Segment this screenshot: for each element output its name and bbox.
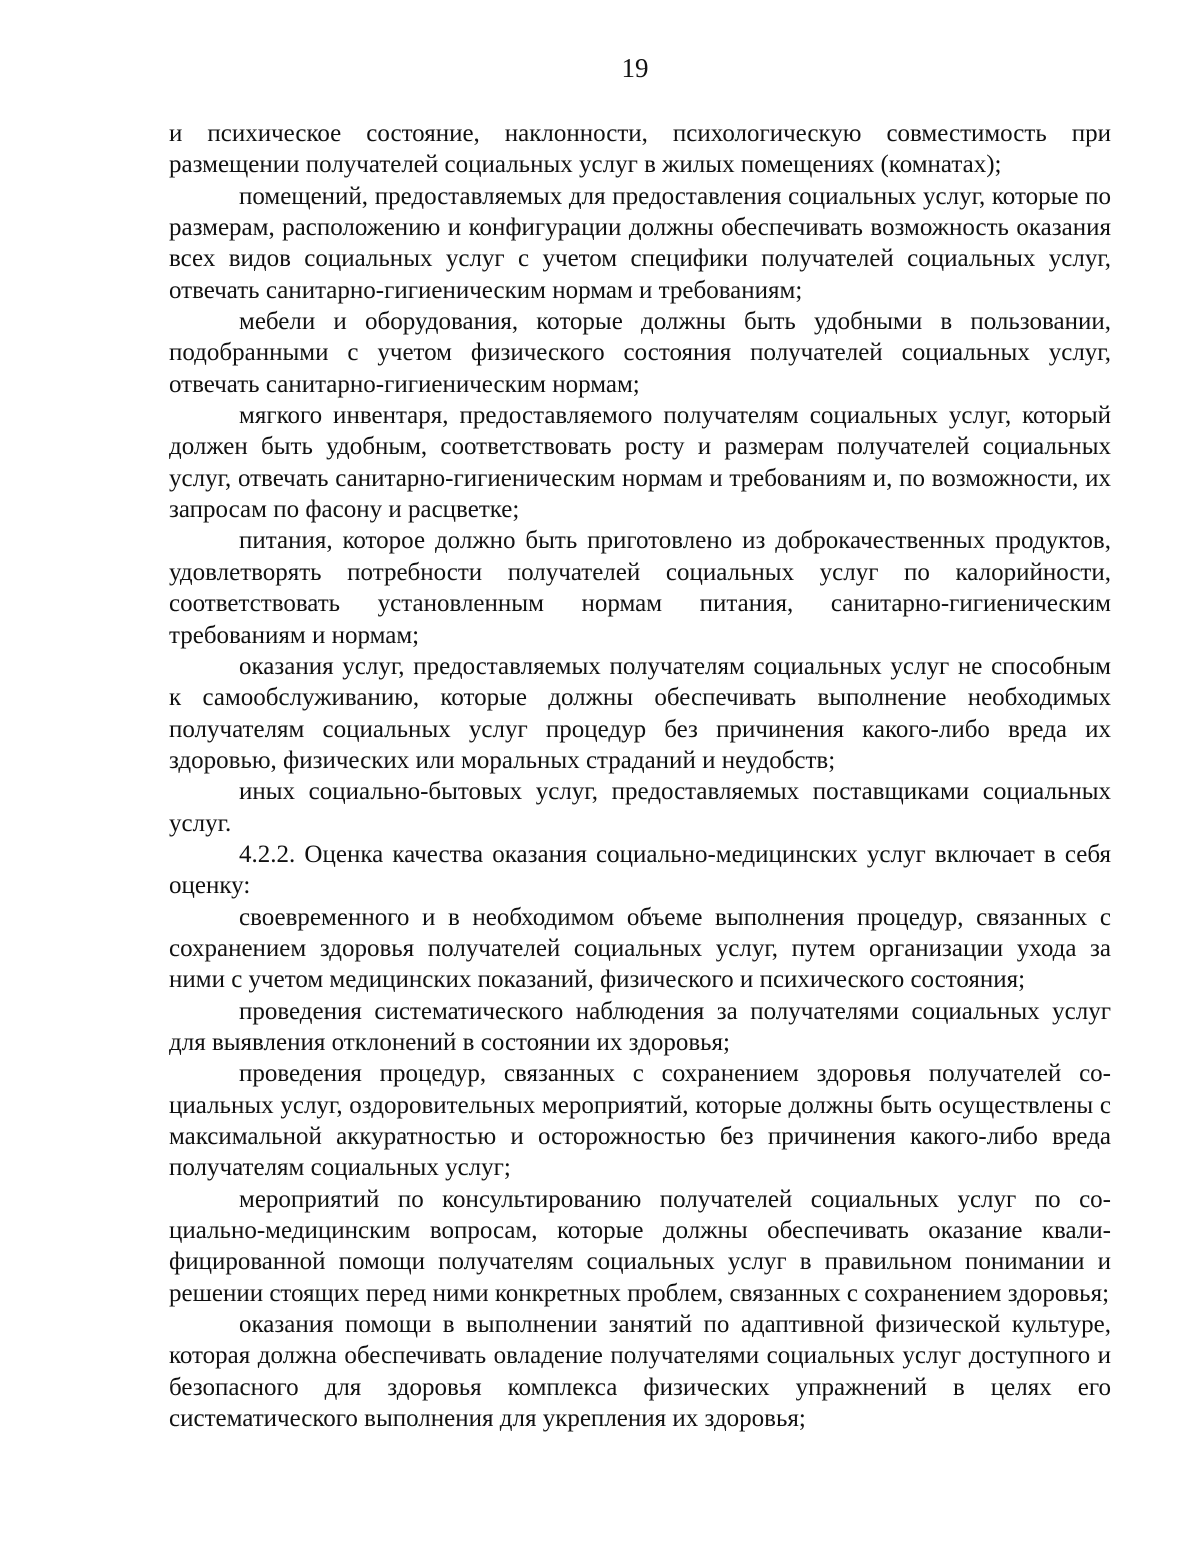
paragraph: проведения процедур, связанных с сохранением здоровья получателей социальных услуг, оздоровительных мероприятий, которые должны быть осуществлены с максимальной аккуратностью и осторожностью без причинения какого-либо вреда получателям социальных услуг; [169, 1060, 1111, 1182]
paragraph: питания, которое должно быть приготовлено из доброкачественных продуктов, удовлетворять потребности получателей социальных услуг по калорийности, соответствовать установленным нормам питания, санитарно-гигиеническим требованиям и нормам; [169, 527, 1111, 649]
paragraph: мебели и оборудования, которые должны быть удобными в пользовании, подобранными с учетом физического состояния получателей социальных услуг, отвечать санитарно-гигиеническим нормам; [169, 308, 1111, 398]
paragraph: помещений, предоставляемых для предоставления социальных услуг, которые по размерам, расположению и конфигурации должны обеспечивать возможность оказания всех видов социальных услуг с учетом специфики получателей социальных услуг, отвечать санитарно-гигиеническим нормам и требованиям; [169, 182, 1111, 304]
page-number: 19 [621, 53, 649, 83]
paragraph: иных социально-бытовых услуг, предоставляемых поставщиками социальных услуг. [169, 778, 1111, 837]
paragraph: и психическое состояние, наклонности, психологическую совместимость при размещении получателей социальных услуг в жилых помещениях (комнатах); [169, 120, 1111, 179]
section-paragraph: 4.2.2. Оценка качества оказания социально-медицинских услуг включает в себя оценку: [169, 840, 1111, 900]
paragraph: оказания помощи в выполнении занятий по адаптивной физической культуре, которая должна обеспечивать овладение получателями социальных услуг доступного и безопасного для здоровья комплекса физических упражнений в целях его систематического выполнения для укрепления их здоровья; [169, 1311, 1111, 1433]
paragraph: проведения систематического наблюдения за получателями социальных услуг для выявления отклонений в состоянии их здоровья; [169, 997, 1111, 1056]
paragraph: мероприятий по консультированию получателей социальных услуг по социально-медицинским вопросам, которые должны обеспечивать оказание квалифицированной помощи получателям социальных услуг в правильном понимании и решении стоящих перед ними конкретных проблем, связанных с сохранением здоровья; [169, 1185, 1111, 1307]
paragraph: своевременного и в необходимом объеме выполнения процедур, связанных с сохранением здоровья получателей социальных услуг, путем организации ухода за ними с учетом медицинских показаний, физического и психического состояния; [169, 903, 1111, 994]
document-body [169, 118, 1111, 1434]
paragraph: мягкого инвентаря, предоставляемого получателям социальных услуг, который должен быть удобным, соответствовать росту и размерам получателей социальных услуг, отвечать санитарно-гигиеническим нормам и требованиям и, по возможности, их запросам по фасону и расцветке; [169, 402, 1111, 524]
paragraph: оказания услуг, предоставляемых получателям социальных услуг не способным к самообслуживанию, которые должны обеспечивать выполнение необходимых получателям социальных услуг процедур без причинения какого-либо вреда их здоровью, физических или моральных страданий и неудобств; [169, 652, 1111, 774]
